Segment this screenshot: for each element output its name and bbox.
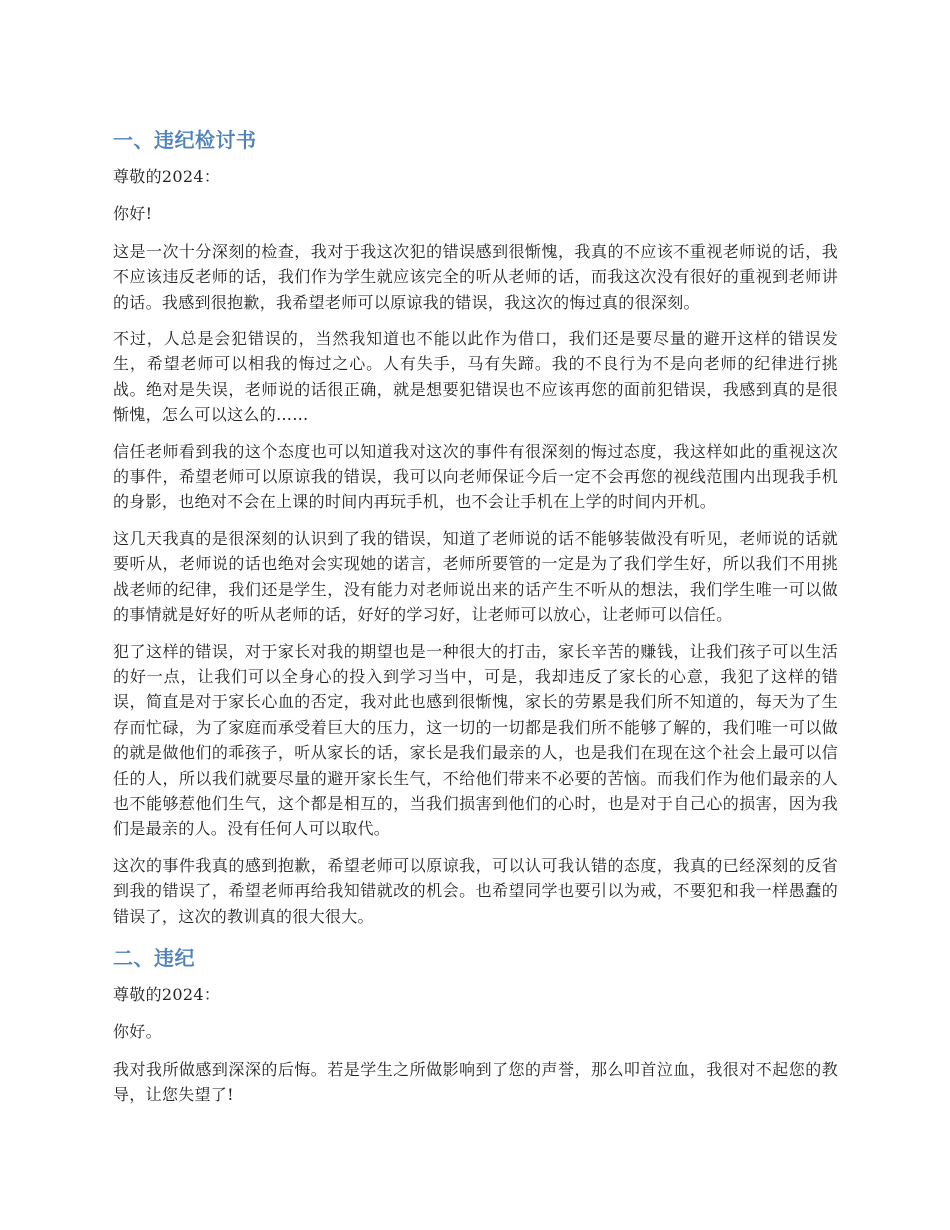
salutation: 尊敬的2024： [113, 167, 221, 186]
salutation: 尊敬的2024： [113, 984, 221, 1004]
body-paragraph: 不过，人总是会犯错误的，当然我知道也不能以此作为借口，我们还是要尽量的避开这样的错误发生，希望老师可以相我的悔过之心。人有失手，马有失蹄。我的不良行为不是向老师的纪律进行挑战。绝对是失误，老师说的话很正确，就是想要犯错误也不应该再您的面前犯错误，我感到真的是很惭愧，怎么可以这么的…… [113, 329, 838, 425]
body-paragraph: 犯了这样的错误，对于家长对我的期望也是一种很大的打击，家长辛苦的赚钱，让我们孩子可以生活的好一点，让我们可以全身心的投入到学习当中，可是，我却违反了家长的心意，我犯了这样的错误，简直是对于家长心血的否定，我对此也感到很惭愧，家长的劳累是我们所不知道的，每天为了生存而忙碌，为了家庭而承受着巨大的压力，这一切的一切都是我们所不能够了解的，我们唯一可以做的就是做他们的乖孩子，听从家长的话，家长是我们最亲的人，也是我们在现在这个社会上最可以信任的人，所以我们就要尽量的避开家长生气，不给他们带来不必要的苦恼。而我们作为他们最亲的人也不能够惹他们生气，这个都是相互的，当我们损害到他们的心时，也是对于自己心的损害，因为我们是最亲的人。没有任何人可以取代。 [113, 641, 838, 839]
body-paragraph: 这几天我真的是很深刻的认识到了我的错误，知道了老师说的话不能够装做没有听见，老师说的话就要听从，老师说的话也绝对会实现她的诺言，老师所要管的一定是为了我们学生好，所以我们不用挑战老师的纪律，我们还是学生，没有能力对老师说出来的话产生不听从的想法，我们学生唯一可以做的事情就是好好的听从老师的话，好好的学习好，让老师可以放心，让老师可以信任。 [113, 528, 838, 625]
greeting: 你好! [113, 204, 153, 224]
section-violation [113, 940, 838, 1108]
body-paragraph: 这次的事件我真的感到抱歉，希望老师可以原谅我，可以认可我认错的态度，我真的已经深刻的反省到我的错误了，希望老师再给我知错就改的机会。也希望同学也要引以为戒，不要犯和我一样愚蠢的错误了，这次的教训真的很大很大。 [113, 855, 838, 926]
body-paragraph: 这是一次十分深刻的检查，我对于我这次犯的错误感到很惭愧，我真的不应该不重视老师说的话，我不应该违反老师的话，我们作为学生就应该完全的听从老师的话，而我这次没有很好的重视到老师讲的话。我感到很抱歉，我希望老师可以原谅我的错误，我这次的悔过真的很深刻。 [113, 241, 838, 312]
section-heading: 二、违纪 [113, 945, 195, 970]
section-violation-self-criticism [113, 122, 838, 929]
section-heading: 一、违纪检讨书 [113, 128, 257, 152]
body-paragraph: 信任老师看到我的这个态度也可以知道我对这次的事件有很深刻的悔过态度，我这样如此的重视这次的事件，希望老师可以原谅我的错误，我可以向老师保证今后一定不会再您的视线范围内出现我手机的身影，也绝对不会在上课的时间内再玩手机，也不会让手机在上学的时间内开机。 [113, 441, 838, 512]
greeting: 你好。 [113, 1022, 162, 1042]
body-paragraph: 我对我所做感到深深的后悔。若是学生之所做影响到了您的声誉，那么叩首泣血，我很对不起您的教导，让您失望了! [113, 1059, 838, 1105]
